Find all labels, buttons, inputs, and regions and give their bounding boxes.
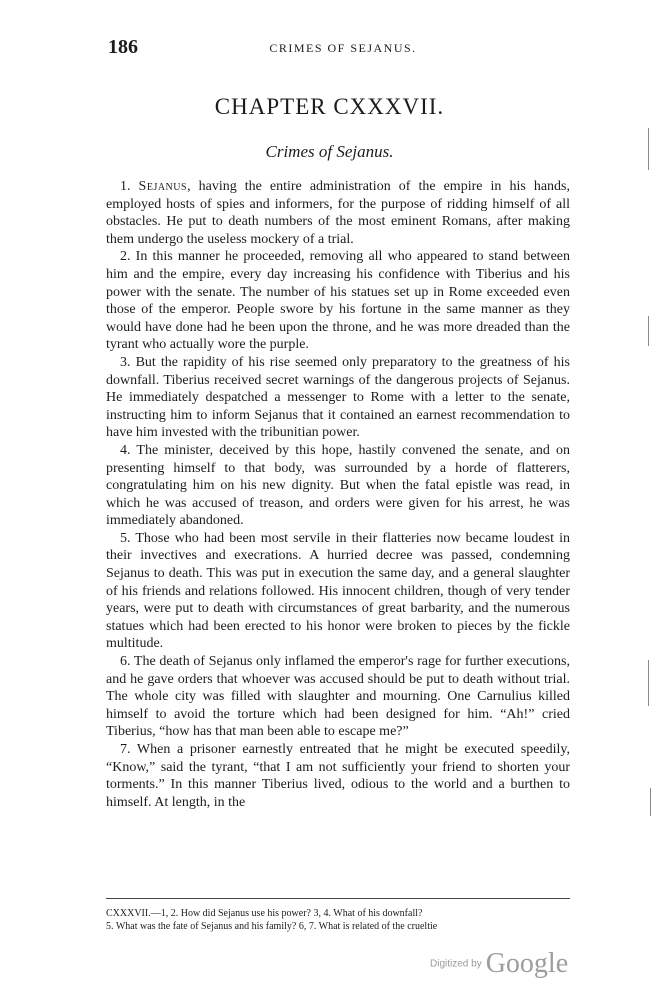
margin-scan-mark <box>648 128 649 170</box>
chapter-subtitle: Crimes of Sejanus. <box>265 142 394 161</box>
paragraph-2: 2. In this manner he proceeded, removing all who appeared to stand between him and the empire, every day increasing his confidence with Tiberius and his power with the senate. The number of his statues set up in Rome exceeded even those of the emperor. People swore by his fortune in the same manner as they would have done had he been upon the throne, and he was more dreaded than the tyrant who actually wore the purple. <box>106 249 570 353</box>
paragraph-3: 3. But the rapidity of his rise seemed only preparatory to the greatness of his downfall. Tiberius received secret warnings of the dangerous projects of Sejanus. He immediately despatched a messenger to Rome with a letter to the senate, instructing him to inform Sejanus that it contained an earnest recommendation to have him invested with the tribunitian power. <box>106 354 570 441</box>
footnote-line: 5. What was the fate of Sejanus and his family? 6, 7. What is related of the crueltie <box>106 921 438 932</box>
paragraph-1 <box>106 178 570 248</box>
paragraph-5: 5. Those who had been most servile in their flatteries now became loudest in their invectives and execrations. A hurried decree was passed, condemning Sejanus to death. This was put in execution the same day, and a general slaughter of his friends and relations followed. His innocent children, though of very tender years, were put to death with circumstances of great barbarity, and the numerous statues which had been erected to his honor were broken to pieces by the fickle multitude. <box>106 530 570 652</box>
running-head <box>108 36 578 60</box>
watermark-prefix: Digitized by <box>430 958 482 970</box>
running-title: CRIMES OF SEJANUS. <box>269 41 417 55</box>
lead-name: Sejanus <box>138 179 188 194</box>
chapter-title: CHAPTER CXXXVII. <box>214 94 445 119</box>
paragraph-7: 7. When a prisoner earnestly entreated that he might be executed speedily, “Know,” said the tyrant, “that I am not sufficiently your friend to shorten your torments.” In this manner Tiberius lived, odious to the world and a burthen to himself. At length, in the <box>106 742 570 810</box>
footnotes <box>106 907 570 933</box>
paragraph-number: 1. <box>120 179 139 194</box>
page-number: 186 <box>108 36 138 58</box>
paragraph-6: 6. The death of Sejanus only inflamed the emperor's rage for further executions, and he gave orders that whoever was accused should be put to death without trial. The whole city was filled with slaughter and mourning. One Carnulius killed himself to avoid the torture which had been designed for him. “Ah!” cried Tiberius, “how has that man been able to escape me?” <box>106 654 570 740</box>
footnote-line: CXXXVII.—1, 2. How did Sejanus use his power? 3, 4. What of his downfall? <box>106 908 423 919</box>
margin-scan-mark <box>648 660 649 706</box>
digitized-watermark <box>430 948 568 980</box>
body-text <box>106 178 570 811</box>
google-logo: Google <box>485 948 569 979</box>
margin-scan-mark <box>650 788 651 816</box>
margin-scan-mark <box>648 316 649 346</box>
paragraph-4: 4. The minister, deceived by this hope, hastily convened the senate, and on presenting himself to that body, was surrounded by a horde of flatterers, congratulating him on his new dignity. But when the fatal epistle was read, in which he was accused of treason, and orders were given for his arrest, he was immediately abandoned. <box>106 442 570 529</box>
paragraph-text: , having the entire administration of the empire in his hands, employed hosts of spies and informers, for the purpose of ridding himself of all obstacles. He put to death numbers of the most eminent Romans, after making them undergo the useless mockery of a trial. <box>106 179 570 247</box>
footnote-rule <box>106 898 570 899</box>
